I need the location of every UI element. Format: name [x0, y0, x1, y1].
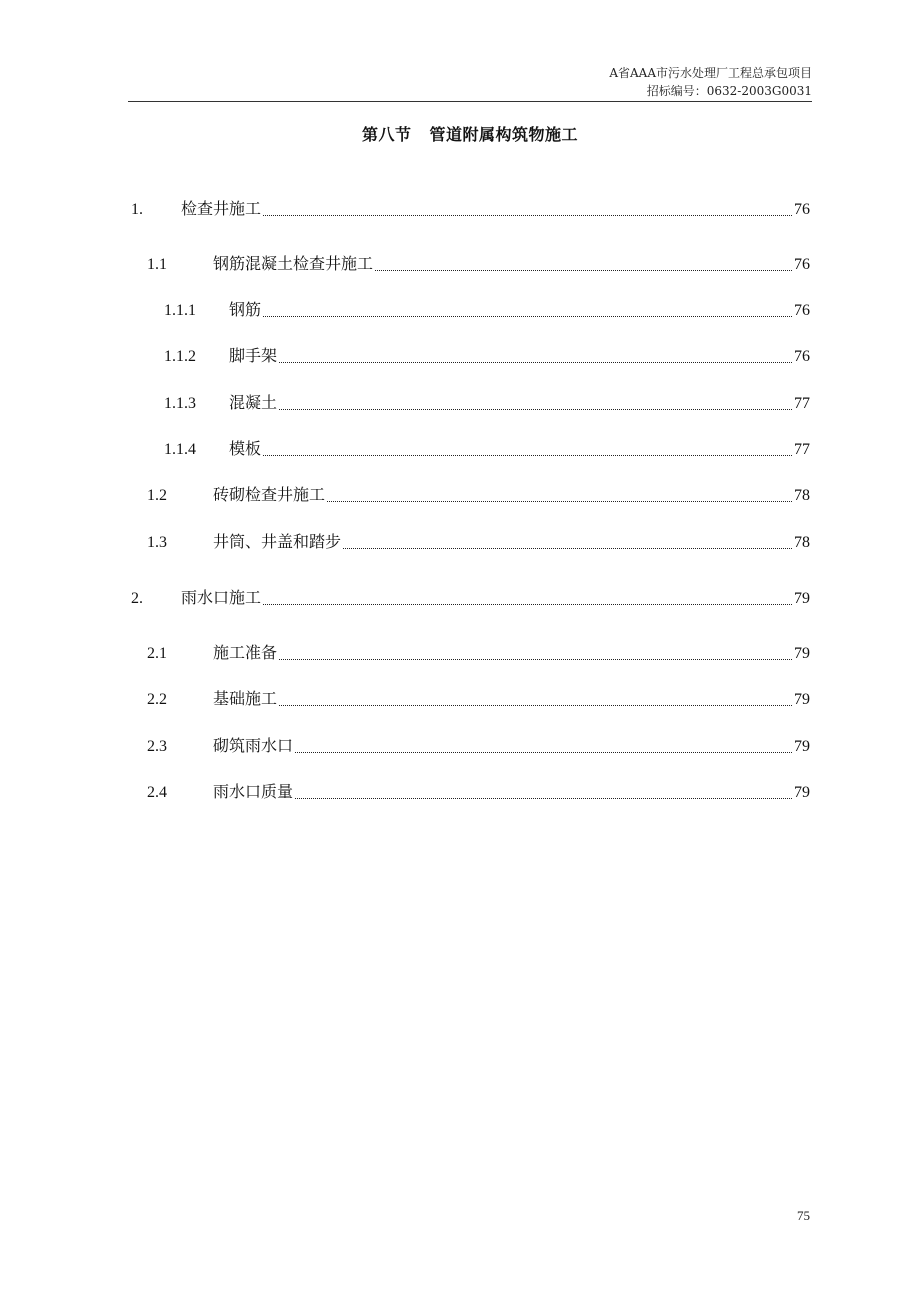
page-number: 75: [797, 1208, 810, 1223]
toc-entry-title: 混凝土: [229, 393, 278, 412]
toc-dot-leader: [263, 604, 792, 605]
toc-dot-leader: [279, 409, 792, 410]
toc-dot-leader: [263, 316, 792, 317]
toc-entry-page: 76: [794, 256, 810, 273]
toc-entry-number: 2.2: [147, 691, 167, 708]
toc-dot-leader: [295, 752, 792, 753]
toc-entry-page: 79: [794, 691, 810, 708]
toc-entry-page: 78: [794, 487, 810, 504]
toc-entry[interactable]: [164, 298, 810, 322]
toc-entry[interactable]: [147, 687, 810, 711]
toc-entry-number: 1.3: [147, 534, 167, 551]
toc-entry-title: 检查井施工: [181, 199, 262, 218]
toc-entry[interactable]: [147, 641, 810, 665]
toc-dot-leader: [375, 270, 792, 271]
toc-entry[interactable]: [147, 780, 810, 804]
toc-entry-title: 脚手架: [229, 346, 278, 365]
toc-entry-number: 1.1.3: [164, 395, 196, 412]
toc-dot-leader: [295, 798, 792, 799]
toc-entry-title: 钢筋: [229, 300, 262, 319]
toc-entry-number: 2.: [131, 590, 143, 607]
toc-entry-title: 砌筑雨水口: [213, 736, 294, 755]
toc-entry-title: 基础施工: [213, 689, 278, 708]
toc-entry-page: 76: [794, 348, 810, 365]
section-name: 管道附属构筑物施工: [429, 125, 579, 144]
header-project-name: A省AAA市污水处理厂工程总承包项目: [609, 66, 812, 80]
toc-dot-leader: [263, 215, 792, 216]
toc-entry-page: 79: [794, 590, 810, 607]
toc-dot-leader: [263, 455, 792, 456]
toc-dot-leader: [343, 548, 792, 549]
toc-entry[interactable]: [147, 252, 810, 276]
toc-entry-number: 1.1.1: [164, 302, 196, 319]
toc-entry-title: 钢筋混凝土检查井施工: [213, 254, 374, 273]
toc-entry-number: 1.: [131, 201, 143, 218]
toc-entry-title: 雨水口施工: [181, 588, 262, 607]
toc-dot-leader: [279, 659, 792, 660]
section-number: 第八节: [361, 125, 412, 144]
toc-entry-number: 1.1: [147, 256, 167, 273]
toc-entry-number: 2.1: [147, 645, 167, 662]
toc-entry-title: 砖砌检查井施工: [213, 485, 326, 504]
toc-entry[interactable]: [147, 734, 810, 758]
toc-entry-title: 模板: [229, 439, 262, 458]
toc-dot-leader: [327, 501, 792, 502]
header-divider: [128, 101, 812, 102]
toc-entry[interactable]: [164, 437, 810, 461]
toc-entry-number: 1.1.2: [164, 348, 196, 365]
toc-entry-number: 1.2: [147, 487, 167, 504]
toc-entry-number: 2.4: [147, 784, 167, 801]
toc-entry[interactable]: [131, 586, 810, 610]
toc-entry[interactable]: [164, 344, 810, 368]
toc-entry[interactable]: [164, 391, 810, 415]
section-title: [0, 122, 920, 145]
toc-entry-page: 76: [794, 201, 810, 218]
toc-entry-page: 78: [794, 534, 810, 551]
toc-dot-leader: [279, 362, 792, 363]
toc-entry[interactable]: [131, 197, 810, 221]
toc-entry-title: 井筒、井盖和踏步: [213, 532, 342, 551]
toc-entry-number: 1.1.4: [164, 441, 196, 458]
page-header: [128, 64, 812, 100]
toc-entry[interactable]: [147, 483, 810, 507]
toc-entry-page: 79: [794, 645, 810, 662]
toc-entry-title: 雨水口质量: [213, 782, 294, 801]
toc-entry-page: 77: [794, 441, 810, 458]
header-tender-number: 招标编号：0632-2003G0031: [646, 84, 812, 98]
toc-entry-page: 76: [794, 302, 810, 319]
toc-entry-page: 79: [794, 784, 810, 801]
toc-entry-page: 77: [794, 395, 810, 412]
toc-entry-page: 79: [794, 738, 810, 755]
toc-dot-leader: [279, 705, 792, 706]
toc-entry-number: 2.3: [147, 738, 167, 755]
toc-entry-title: 施工准备: [213, 643, 278, 662]
toc-entry[interactable]: [147, 530, 810, 554]
